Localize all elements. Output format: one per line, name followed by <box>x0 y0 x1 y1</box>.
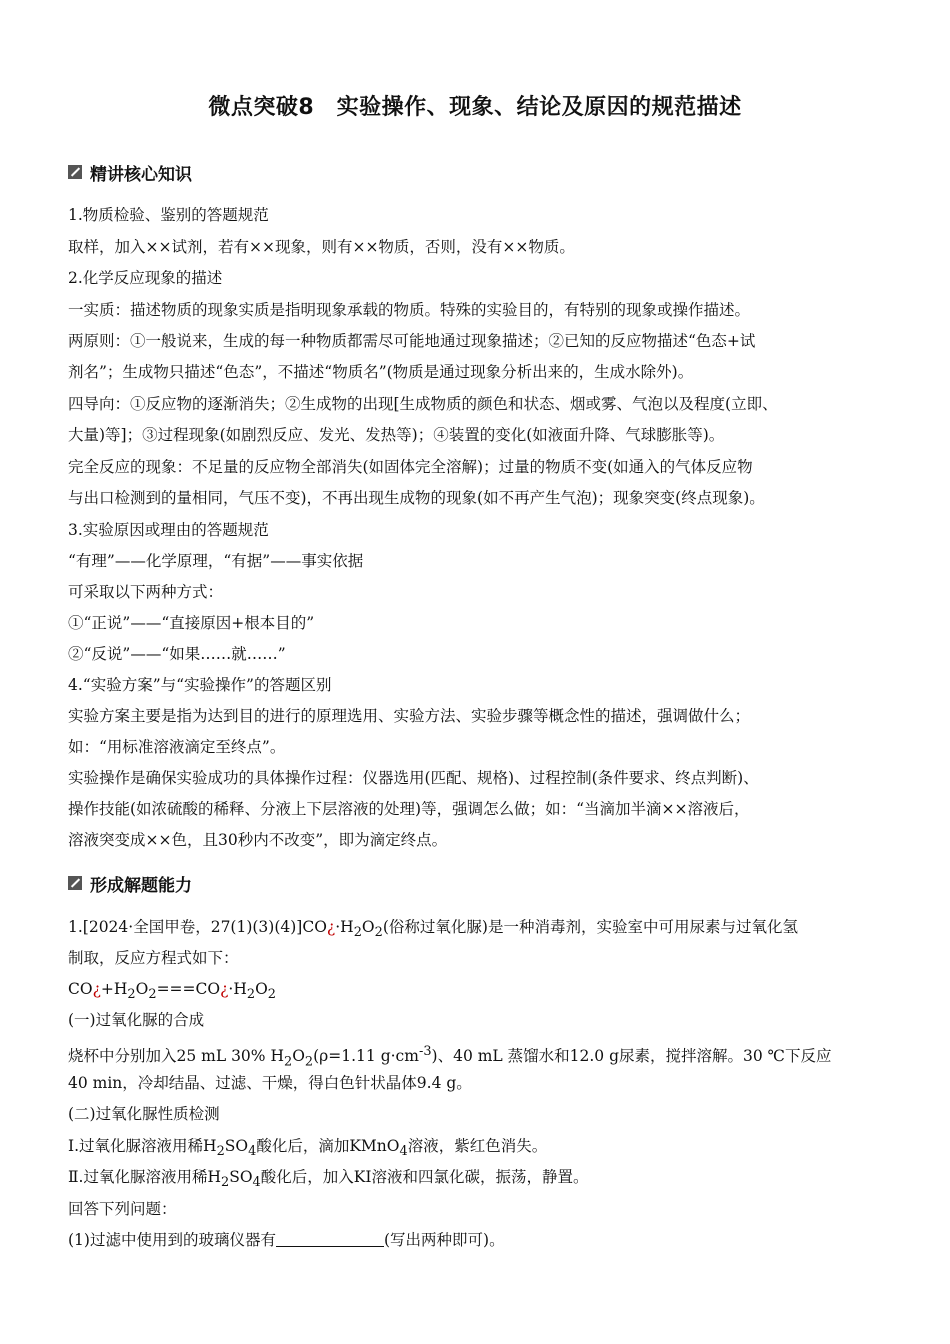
section-heading-knowledge <box>68 159 192 185</box>
section-heading-label: 形成解题能力 <box>90 875 192 896</box>
subsection-title: (一)过氧化脲的合成 <box>68 1011 205 1029</box>
text-line: 实验方案主要是指为达到目的进行的原理选用、实验方法、实验步骤等概念性的描述，强调做什么； <box>68 707 751 725</box>
question-line: 40 min，冷却结晶、过滤、干燥，得白色针状晶体9.4 g。 <box>68 1074 472 1092</box>
text-line: 1.物质检验、鉴别的答题规范 <box>68 206 269 224</box>
text-line: “有理”——化学原理，“有据”——事实依据 <box>68 552 364 570</box>
text-line: 剂名”；生成物只描述“色态”，不描述“物质名”(物质是通过现象分析出来的，生成水除外)。 <box>68 363 694 381</box>
text-line: 与出口检测到的量相同，气压不变)，不再出现生成物的现象(如不再产生气泡)；现象突变(终点现象)。 <box>68 489 765 507</box>
page-title: 微点突破8 实验操作、现象、结论及原因的规范描述 <box>208 95 742 120</box>
text-line: 如：“用标准溶液滴定至终点”。 <box>68 738 286 756</box>
text-line: 两原则：①一般说来，生成的每一种物质都需尽可能地通过现象描述；②已知的反应物描述“色态+试 <box>68 332 756 350</box>
question-line: Ⅱ.过氧化脲溶液用稀$H_2SO_4$酸化后，加入KI溶液和四氯化碳，振荡，静置。 <box>68 1168 589 1191</box>
question-line: (1)过滤中使用到的玻璃仪器有 (写出两种即可)。 <box>68 1231 505 1249</box>
text-line: 4.“实验方案”与“实验操作”的答题区别 <box>68 676 332 694</box>
text-line: 取样，加入××试剂，若有××现象，则有××物质，否则，没有××物质。 <box>68 238 575 256</box>
text-line: 3.实验原因或理由的答题规范 <box>68 521 269 539</box>
question-line: 烧杯中分别加入25 mL 30% $H_2O_2(\rho=1.11$ $g\cdot cm^{-3}$)、40 mL 蒸馏水和12.0 g尿素，搅拌溶解。30 ℃下反应 <box>68 1044 832 1070</box>
text-line: ①“正说”——“直接原因+根本目的” <box>68 614 315 632</box>
text-line: 一实质：描述物质的现象实质是指明现象承载的物质。特殊的实验目的，有特别的现象或操作描述。 <box>68 301 751 319</box>
text-line: 完全反应的现象：不足量的反应物全部消失(如固体完全溶解)；过量的物质不变(如通入的气体反应物 <box>68 458 753 476</box>
section-heading-ability <box>68 870 192 896</box>
text-line: ②“反说”——“如果……就……” <box>68 645 286 663</box>
pencil-box-icon <box>68 876 82 890</box>
text-line: 可采取以下两种方式： <box>68 583 224 601</box>
question-line: 制取，反应方程式如下： <box>68 949 239 967</box>
text-line: 2.化学反应现象的描述 <box>68 269 223 287</box>
question-line: 回答下列问题： <box>68 1200 177 1218</box>
question-line: Ⅰ.过氧化脲溶液用稀$H_2SO_4$酸化后，滴加KMnO$_4$溶液，紫红色消失。 <box>68 1137 548 1160</box>
pencil-box-icon <box>68 165 82 179</box>
text-line: 实验操作是确保实验成功的具体操作过程：仪器选用(匹配、规格)、过程控制(条件要求、终点判断)、 <box>68 769 759 787</box>
reaction-equation: $CO¿+H_2O_2===CO¿\cdot H_2O_2$ <box>68 980 277 1003</box>
subsection-title: (二)过氧化脲性质检测 <box>68 1105 220 1123</box>
text-line: 四导向：①反应物的逐渐消失；②生成物的出现[生成物质的颜色和状态、烟或雾、气泡以及程度(立即、 <box>68 395 778 413</box>
question-line: 1.[2024·全国甲卷，$27(1)(3)(4)]CO¿\cdot H_2O_2$(俗称过氧化脲)是一种消毒剂，实验室中可用尿素与过氧化氢 <box>68 918 798 941</box>
section-heading-label: 精讲核心知识 <box>90 164 192 185</box>
text-line: 溶液突变成××色，且30秒内不改变”，即为滴定终点。 <box>68 831 448 849</box>
text-line: 操作技能(如浓硫酸的稀释、分液上下层溶液的处理)等，强调怎么做；如：“当滴加半滴××溶液后， <box>68 800 750 818</box>
answer-blank[interactable] <box>276 1230 384 1247</box>
text-line: 大量)等]；③过程现象(如剧烈反应、发光、发热等)；④装置的变化(如液面升降、气球膨胀等)。 <box>68 426 725 444</box>
